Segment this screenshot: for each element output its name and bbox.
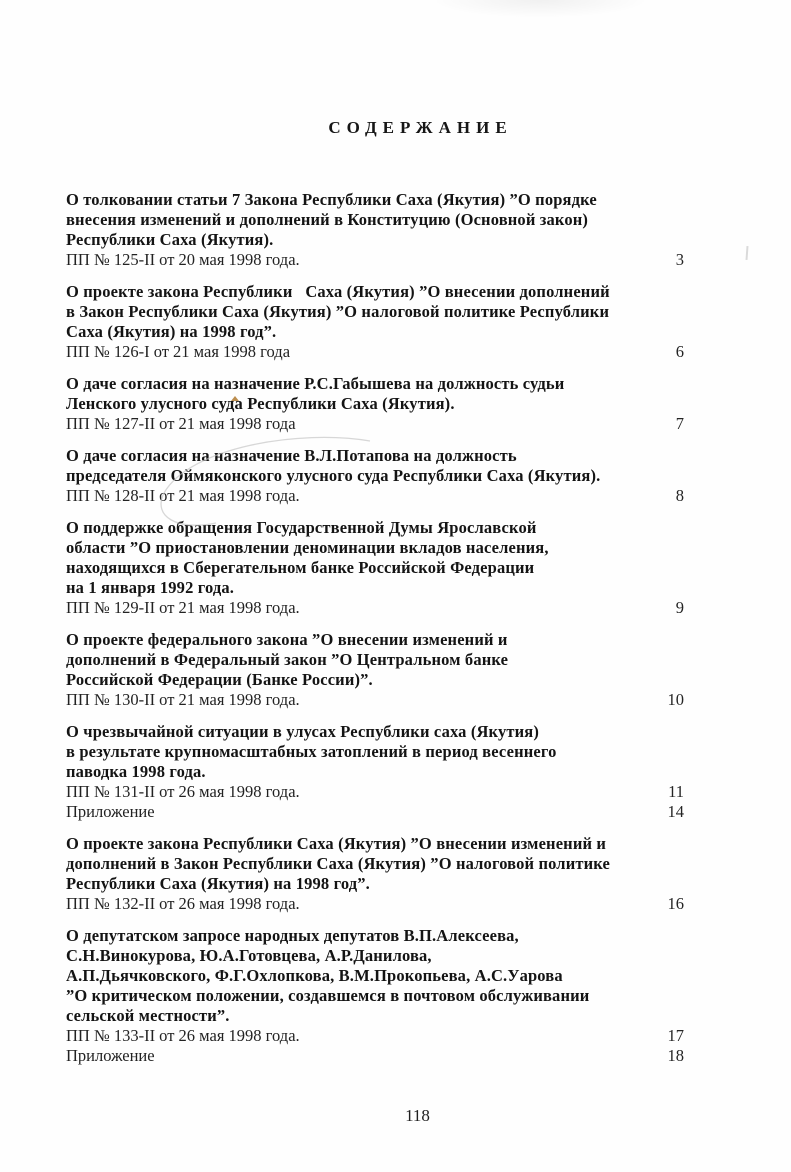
- toc-entry: [66, 926, 684, 1066]
- page-title: СОДЕРЖАНИЕ: [328, 118, 513, 137]
- entry-meta-row: [66, 894, 684, 914]
- entry-title-line: Ленского улусного суда Республики Саха (Якутия).: [66, 394, 455, 413]
- toc-list: [66, 190, 684, 1066]
- toc-entry: [66, 446, 684, 506]
- entry-title-line: Республики Саха (Якутия) на 1998 год”.: [66, 874, 370, 893]
- entry-title-line: сельской местности”.: [66, 1006, 230, 1025]
- entry-title-line: паводка 1998 года.: [66, 762, 206, 781]
- entry-meta-row: [66, 690, 684, 710]
- entry-meta-text: Приложение: [66, 1046, 155, 1065]
- entry-meta-text: ПП № 131-II от 26 мая 1998 года.: [66, 782, 300, 801]
- entry-title-line: находящихся в Сберегательном банке Российской Федерации: [66, 558, 535, 577]
- entry-page-number: 7: [675, 414, 684, 433]
- entry-meta-text: ПП № 132-II от 26 мая 1998 года.: [66, 894, 300, 913]
- entry-title-line: дополнений в Федеральный закон ”О Центральном банке: [66, 650, 509, 669]
- entry-title-line: О проекте закона Республики Саха (Якутия) ”О внесении изменений и: [66, 834, 607, 853]
- toc-entry: [66, 518, 684, 618]
- entry-page-number: 16: [667, 894, 684, 913]
- entry-page-number: 17: [667, 1026, 684, 1045]
- toc-entry: [66, 834, 684, 914]
- entry-title-line: О даче согласия на назначение В.Л.Потапова на должность: [66, 446, 517, 465]
- scan-dash-artifact: [746, 246, 749, 260]
- entry-page-number: 18: [667, 1046, 684, 1065]
- entry-meta-text: Приложение: [66, 802, 155, 821]
- entry-page-number: 11: [668, 782, 684, 801]
- entry-title-line: Республики Саха (Якутия).: [66, 230, 274, 249]
- entry-title-line: Саха (Якутия) на 1998 год”.: [66, 322, 277, 341]
- entry-title-line: в результате крупномасштабных затоплений в период весеннего: [66, 742, 557, 761]
- entry-title-line: С.Н.Винокурова, Ю.А.Готовцева, А.Р.Данилова,: [66, 946, 432, 965]
- entry-page-number: 8: [675, 486, 684, 505]
- toc-entry: [66, 630, 684, 710]
- entry-meta-text: ПП № 133-II от 26 мая 1998 года.: [66, 1026, 300, 1045]
- entry-title-line: в Закон Республики Саха (Якутия) ”О налоговой политике Республики: [66, 302, 610, 321]
- toc-entry: [66, 374, 684, 434]
- entry-meta-row: [66, 802, 684, 822]
- entry-title-line: ”О критическом положении, создавшемся в почтовом обслуживании: [66, 986, 590, 1005]
- entry-page-number: 14: [667, 802, 684, 821]
- entry-meta-text: ПП № 129-II от 21 мая 1998 года.: [66, 598, 300, 617]
- entry-title-line: О проекте федерального закона ”О внесении изменений и: [66, 630, 508, 649]
- entry-meta-text: ПП № 128-II от 21 мая 1998 года.: [66, 486, 300, 505]
- entry-title-line: О депутатском запросе народных депутатов В.П.Алексеева,: [66, 926, 519, 945]
- entry-meta-text: ПП № 126-I от 21 мая 1998 года: [66, 342, 291, 361]
- entry-meta-text: ПП № 127-II от 21 мая 1998 года: [66, 414, 296, 433]
- entry-page-number: 10: [667, 690, 684, 709]
- entry-meta-row: [66, 250, 684, 270]
- entry-page-number: 6: [675, 342, 684, 361]
- entry-meta-row: [66, 414, 684, 434]
- entry-title-line: Российской Федерации (Банке России)”.: [66, 670, 373, 689]
- entry-title-line: О толковании статьи 7 Закона Республики Саха (Якутия) ”О порядке: [66, 190, 597, 209]
- entry-meta-row: [66, 598, 684, 618]
- toc-entry: [66, 190, 684, 270]
- entry-meta-text: ПП № 130-II от 21 мая 1998 года.: [66, 690, 300, 709]
- toc-entry: [66, 722, 684, 822]
- entry-page-number: 3: [675, 250, 684, 269]
- entry-meta-row: [66, 1046, 684, 1066]
- entry-title-line: О проекте закона Республики Саха (Якутия) ”О внесении дополнений: [66, 282, 610, 301]
- entry-title-line: области ”О приостановлении деноминации вкладов населения,: [66, 538, 549, 557]
- entry-title-line: О поддержке обращения Государственной Думы Ярославской: [66, 518, 537, 537]
- scan-smudge: [430, 0, 650, 18]
- page-footer-number: 118: [405, 1106, 430, 1125]
- entry-page-number: 9: [675, 598, 684, 617]
- entry-meta-row: [66, 1026, 684, 1046]
- entry-meta-row: [66, 342, 684, 362]
- entry-meta-row: [66, 486, 684, 506]
- entry-meta-row: [66, 782, 684, 802]
- entry-title-line: О даче согласия на назначение Р.С.Габышева на должность судьи: [66, 374, 565, 393]
- entry-title-line: внесения изменений и дополнений в Конституцию (Основной закон): [66, 210, 589, 229]
- toc-entry: [66, 282, 684, 362]
- entry-title-line: дополнений в Закон Республики Саха (Якутия) ”О налоговой политике: [66, 854, 610, 873]
- entry-title-line: председателя Оймяконского улусного суда Республики Саха (Якутия).: [66, 466, 601, 485]
- entry-title-line: О чрезвычайной ситуации в улусах Республики саха (Якутия): [66, 722, 539, 741]
- entry-meta-text: ПП № 125-II от 20 мая 1998 года.: [66, 250, 300, 269]
- entry-title-line: на 1 января 1992 года.: [66, 578, 235, 597]
- entry-title-line: А.П.Дьячковского, Ф.Г.Охлопкова, В.М.Прокопьева, А.С.Уарова: [66, 966, 563, 985]
